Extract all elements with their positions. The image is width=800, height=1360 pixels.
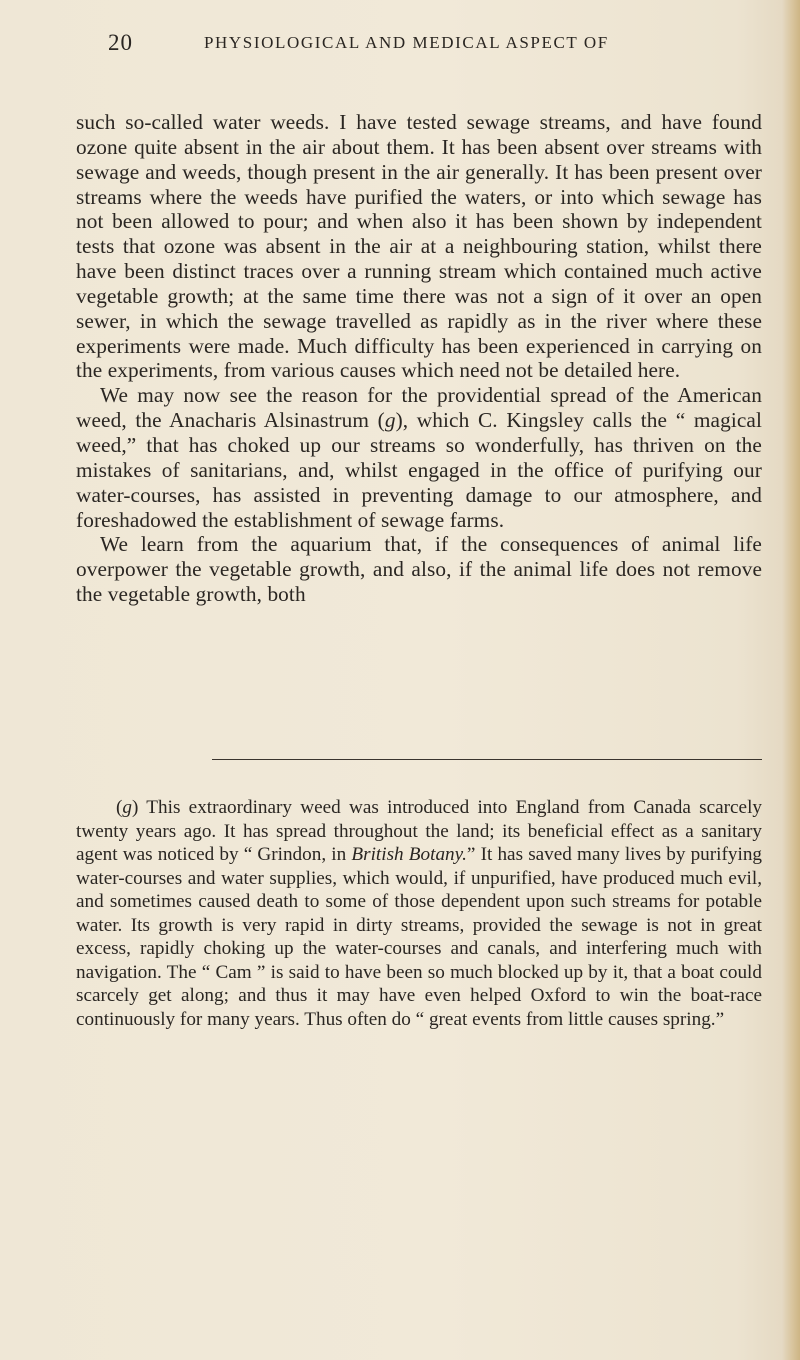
body-text <box>76 110 762 607</box>
footnote-rule <box>212 759 762 760</box>
paragraph-1: such so-called water weeds. I have tested sewage streams, and have found ozone quite absent in the air about them. It has been absent over streams with sewage and weeds, though present in the air generally. It has been present over streams where the weeds have purified the waters, or into which sewage has not been allowed to pour; and when also it has been shown by independent tests that ozone was absent in the air at a neighbouring station, whilst there have been distinct traces over a running stream which contained much active vegetable growth; at the same time there was not a sign of it over an open sewer, in which the sewage travelled as rapidly as in the river where these experiments were made. Much difficulty has been experienced in carrying on the experiments, from various causes which need not be detailed here. <box>76 110 762 383</box>
page-header <box>108 30 780 60</box>
paragraph-2 <box>76 383 762 532</box>
page-edge <box>782 0 800 1360</box>
footnote-paragraph <box>76 796 762 1031</box>
footnote-open-paren: ( <box>116 797 123 818</box>
footnote <box>76 796 762 1031</box>
running-head: PHYSIOLOGICAL AND MEDICAL ASPECT OF <box>204 33 609 52</box>
page-number: 20 <box>108 30 133 55</box>
paragraph-3: We learn from the aquarium that, if the consequences of animal life overpower the vegetable growth, and also, if the animal life does not remove the vegetable growth, both <box>76 532 762 607</box>
footnote-close-paren: ) <box>131 797 139 818</box>
footnote-marker: g <box>122 797 132 818</box>
paragraph-2-start: We may now see the reason for the providential spread of the American weed, the Anacharis Alsinastrum ( <box>76 383 762 433</box>
book-title: British Botany. <box>351 844 467 866</box>
paragraph-2-end: ), which C. Kingsley calls the “ magical weed,” that has choked up our streams so wonderfully, has thriven on the mistakes of sanitarians, and, whilst engaged in the office of purifying our water-courses, has assisted in preventing damage to our atmosphere, and foreshadowed the establishment of sewage farms. <box>76 408 762 532</box>
footnote-text-end: ” It has saved many lives by purifying water-courses and water supplies, which would, if unpurified, have produced much evil, and sometimes caused death to some of those dependent upon such streams for potable water. Its growth is very rapid in dirty streams, provided the sewage is not in great excess, rapidly choking up the water-courses and canals, and interfering much with navigation. The “ Cam ” is said to have been so much blocked up by it, that a boat could scarcely get along; and thus it may have even helped Oxford to win the boat-race continuously for many years. Thus often do “ great events from little causes spring.” <box>76 844 763 1030</box>
footnote-reference: g <box>384 408 396 433</box>
footnote-text-start: This extraordinary weed was introduced into England from Canada scarcely twenty years ago. It has spread throughout the land; its beneficial effect as a sanitary agent was noticed by “ Grindon, in <box>76 797 762 866</box>
